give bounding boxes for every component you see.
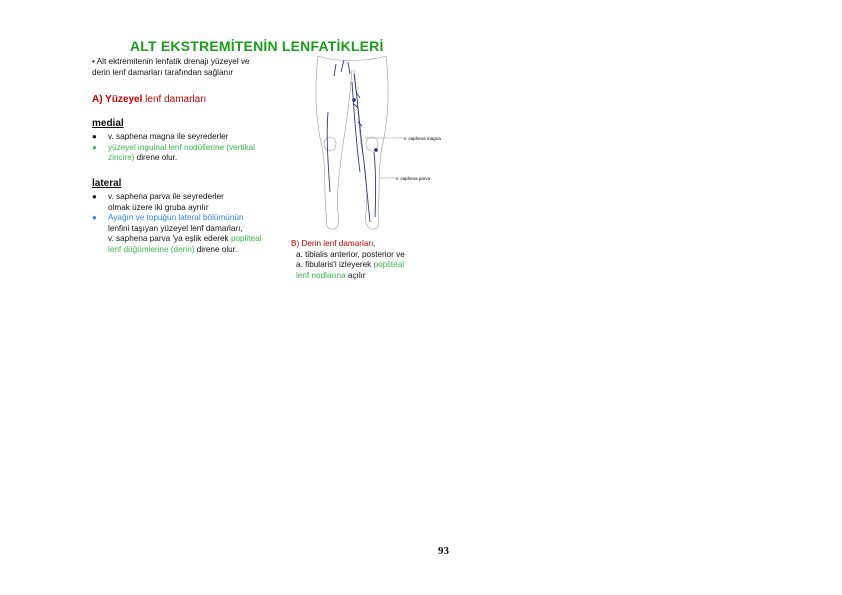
label-saphena-magna: v. saphena magna [404,136,441,141]
intro-text [92,57,292,78]
lateral-bullet-1-line-2: olmak üzere iki gruba ayrılır [108,202,209,212]
list-item [92,192,302,203]
deep-line-3-plain: a. fibularis'i izleyerek [296,260,374,269]
list-item [92,213,302,224]
list-item [92,143,302,154]
legs-drawing [296,52,446,232]
medial-list [92,132,302,164]
bullet-icon: ● [92,142,97,152]
label-saphena-parva: v. saphena parva [396,176,431,181]
intro-line-2: derin lenf damarları tarafından sağlanır [92,67,234,77]
deep-line-3-colored: popliteal [373,260,405,269]
medial-bullet-2-colored: zincire) [108,153,135,162]
lateral-list [92,192,302,255]
medial-heading: medial [92,118,124,129]
superficial-heading [92,94,206,105]
lateral-bullet-1-line-1: v. saphena parva ile seyrederler [108,192,224,201]
medial-bullet-2-line-1: yüzeyel inguinal lenf nodüllerine (vertikal [108,142,256,152]
deep-line-2: a. tibialis anterior, posterior ve [296,249,405,259]
page-number: 93 [438,545,449,557]
bullet-icon: ● [92,192,97,201]
deep-line-3 [291,260,431,271]
lateral-bullet-2-line-2: lenfini taşıyan yüzeyel lenf damarları, [108,223,243,233]
bullet-icon: ● [92,132,97,141]
medial-bullet-2-rest: direne olur. [134,153,178,162]
lateral-bullet-2-line-4-rest: direne olur. [194,244,238,254]
intro-line-1: • Alt ektremitenin lenfatik drenajı yüzeyel ve [92,57,250,66]
deep-line-4-colored: lenf nodlarına [296,270,346,280]
superficial-heading-rest: lenf damarları [142,94,207,105]
deep-line-4-rest: açılır [345,270,366,280]
list-item [92,153,302,164]
list-item [92,132,302,143]
lateral-heading: lateral [92,178,122,189]
deep-heading: B) Derin lenf damarları, [291,239,376,248]
deep-vessels-block [291,239,431,281]
medial-bullet-1: v. saphena magna ile seyrederler [108,132,229,141]
page-title: ALT EKSTREMİTENİN LENFATİKLERİ [130,38,384,54]
lateral-bullet-2-popliteal: popliteal [230,234,262,243]
lateral-bullet-2-line-3: v. saphena parva 'ya eşlik ederek [108,234,231,243]
superficial-heading-bold: A) Yüzeyel [92,94,143,105]
lateral-bullet-2-line-4-colored: lenf düğümlerine (derin) [108,244,195,254]
lower-limb-lymphatics-illustration [296,52,446,232]
lateral-bullet-2-line-1: Ayağın ve topuğun lateral bölümünün [108,213,244,222]
bullet-icon: ● [92,213,97,222]
deep-line-4 [291,271,431,282]
